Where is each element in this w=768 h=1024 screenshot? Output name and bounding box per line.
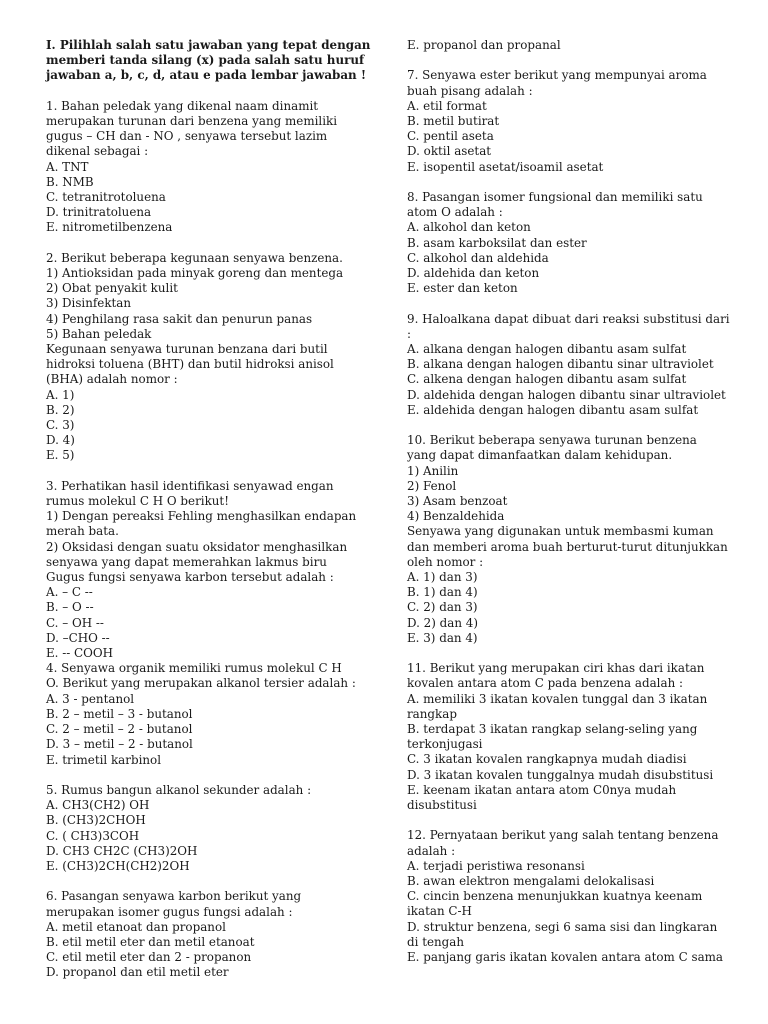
instruction-line: I. Pilihlah salah satu jawaban yang tepat dengan (46, 38, 371, 52)
question-line: gugus – CH dan - NO , senyawa tersebut lazim (46, 129, 328, 144)
question-line: 1) Anilin (407, 463, 459, 478)
question-line: B. alkana dengan halogen dibantu sinar ultraviolet (407, 357, 714, 372)
question-line: E. ester dan keton (407, 281, 518, 296)
question-line: B. 2) (46, 402, 75, 417)
question-line: 9. Haloalkana dapat dibuat dari reaksi substitusi dari (407, 311, 730, 326)
question-line: E. trimetil karbinol (46, 752, 161, 767)
question-line: B. awan elektron mengalami delokalisasi (407, 874, 655, 889)
question-line: Gugus fungsi senyawa karbon tersebut adalah : (46, 570, 334, 585)
question-line: ikatan C-H (407, 904, 472, 919)
question-line: E. propanol dan propanal (407, 38, 561, 52)
question-line: D. aldehida dengan halogen dibantu sinar ultraviolet (407, 387, 726, 402)
block-spacer (46, 464, 366, 479)
question-line: E. 5) (46, 448, 75, 463)
question-line: 2. Berikut beberapa kegunaan senyawa benzena. (46, 250, 343, 265)
question-line: 10. Berikut beberapa senyawa turunan benzena (407, 433, 697, 448)
question-line: 2) Oksidasi dengan suatu oksidator menghasilkan (46, 539, 348, 554)
question-line: A. CH3(CH2) OH (46, 798, 150, 813)
question-line: A. 1) dan 3) (407, 570, 478, 585)
question-line: B. metil butirat (407, 114, 500, 128)
question-line: (BHA) adalah nomor : (46, 372, 178, 387)
question-line: E. isopentil asetat/isoamil asetat (407, 159, 604, 174)
question-line: E. keenam ikatan antara atom C0nya mudah (407, 782, 677, 797)
question-block (407, 311, 730, 418)
question-line: D. CH3 CH2C (CH3)2OH (46, 843, 198, 858)
question-line: merah bata. (46, 524, 119, 539)
instruction-block (46, 38, 371, 84)
question-line: 5) Bahan peledak (46, 326, 152, 341)
block-spacer (407, 296, 725, 311)
question-line: D. aldehida dan keton (407, 266, 540, 281)
question-line: E. panjang garis ikatan kovalen antara atom C sama (407, 950, 724, 965)
question-line: E. nitrometilbenzena (46, 220, 173, 235)
question-line: C. tetranitrotoluena (46, 190, 166, 205)
question-line: B. terdapat 3 ikatan rangkap selang-seling yang (407, 722, 698, 737)
right-column (407, 38, 730, 965)
question-line: senyawa yang dapat memerahkan lakmus biru (46, 554, 327, 569)
question-block (46, 99, 366, 236)
question-line: B. 1) dan 4) (407, 585, 478, 600)
question-line: 2) Obat penyakit kulit (46, 281, 178, 296)
question-line: 4) Benzaldehida (407, 509, 505, 524)
question-line: C. – OH -- (46, 615, 104, 630)
question-line: : (407, 326, 412, 341)
question-line: Senyawa yang digunakan untuk membasmi kuman (407, 524, 714, 539)
question-line: rumus molekul C H O berikut! (46, 494, 229, 509)
question-block (46, 889, 366, 980)
question-line: B. (CH3)2CHOH (46, 813, 146, 828)
question-line: A. alkana dengan halogen dibantu asam sulfat (407, 342, 687, 357)
question-line: A. metil etanoat dan propanol (46, 919, 226, 934)
question-line: merupakan turunan dari benzena yang memiliki (46, 114, 338, 128)
block-spacer (46, 84, 366, 99)
question-line: C. etil metil eter dan 2 - propanon (46, 950, 252, 965)
question-line: C. alkohol dan aldehida (407, 250, 549, 265)
question-line: buah pisang adalah : (407, 83, 533, 98)
question-line: B. 2 – metil – 3 - butanol (46, 706, 193, 721)
question-line: dan memberi aroma buah berturut-turut ditunjukkan (407, 539, 728, 554)
question-line: A. 3 - pentanol (46, 691, 135, 706)
question-line: A. alkohol dan keton (407, 220, 531, 235)
question-block (46, 479, 366, 768)
question-line: C. pentil aseta (407, 129, 494, 144)
question-block (407, 828, 725, 965)
question-line: E. -- COOH (46, 646, 114, 661)
question-line: D. 3 ikatan kovalen tunggalnya mudah disubstitusi (407, 767, 714, 782)
question-block (407, 190, 725, 296)
question-line: merupakan isomer gugus fungsi adalah : (46, 904, 293, 919)
question-line: C. alkena dengan halogen dibantu asam sulfat (407, 372, 687, 387)
question-line: 2) Fenol (407, 478, 457, 493)
question-line: A. memiliki 3 ikatan kovalen tunggal dan 3 ikatan (407, 691, 708, 706)
question-line: 5. Rumus bangun alkanol sekunder adalah : (46, 782, 312, 797)
question-line: 3) Asam benzoat (407, 494, 508, 509)
question-line: 7. Senyawa ester berikut yang mempunyai aroma (407, 68, 707, 83)
question-line: C. ( CH3)3COH (46, 828, 140, 843)
question-line: C. 2) dan 3) (407, 600, 478, 615)
question-line: D. 4) (46, 433, 75, 448)
block-spacer (46, 874, 366, 889)
question-line: dikenal sebagai : (46, 144, 149, 159)
question-line: C. 2 – metil – 2 - butanol (46, 722, 193, 737)
block-spacer (46, 768, 366, 783)
block-spacer (407, 646, 725, 661)
question-line: 3. Perhatikan hasil identifikasi senyawad engan (46, 478, 334, 493)
question-line: B. NMB (46, 174, 94, 189)
block-spacer (407, 53, 725, 68)
question-line: C. 3) (46, 418, 75, 433)
block-spacer (407, 175, 725, 190)
question-line: C. cincin benzena menunjukkan kuatnya keenam (407, 889, 703, 904)
question-line: 4. Senyawa organik memiliki rumus molekul C H (46, 661, 342, 676)
question-line: 1) Antioksidan pada minyak goreng dan mentega (46, 266, 344, 281)
question-line: 1. Bahan peledak yang dikenal naam dinamit (46, 98, 319, 113)
question-block (407, 68, 725, 174)
instruction-line: jawaban a, b, c, d, atau e pada lembar jawaban ! (46, 68, 367, 83)
question-block (407, 38, 725, 53)
question-line: A. TNT (46, 159, 89, 174)
question-block (46, 783, 366, 874)
question-line: hidroksi toluena (BHT) dan butil hidroksi anisol (46, 357, 334, 372)
question-line: 8. Pasangan isomer fungsional dan memiliki satu (407, 190, 703, 204)
question-line: terkonjugasi (407, 737, 483, 752)
left-column (46, 38, 371, 981)
question-line: kovalen antara atom C pada benzena adalah : (407, 676, 684, 691)
block-spacer (46, 236, 366, 251)
block-spacer (407, 418, 725, 433)
question-line: E. 3) dan 4) (407, 630, 478, 645)
question-line: yang dapat dimanfaatkan dalam kehidupan. (407, 448, 673, 463)
question-line: C. 3 ikatan kovalen rangkapnya mudah diadisi (407, 752, 687, 767)
question-line: 12. Pernyataan berikut yang salah tentang benzena (407, 828, 719, 843)
question-line: D. oktil asetat (407, 144, 492, 159)
question-line: 3) Disinfektan (46, 296, 132, 311)
question-line: A. etil format (407, 98, 487, 113)
question-line: A. – C -- (46, 585, 93, 600)
question-line: D. –CHO -- (46, 630, 110, 645)
question-line: A. 1) (46, 387, 75, 402)
block-spacer (407, 813, 725, 828)
question-block (46, 251, 366, 464)
question-line: B. – O -- (46, 600, 94, 615)
question-line: di tengah (407, 934, 465, 949)
question-line: adalah : (407, 843, 456, 858)
question-line: 11. Berikut yang merupakan ciri khas dari ikatan (407, 661, 705, 676)
question-line: E. aldehida dengan halogen dibantu asam sulfat (407, 402, 699, 417)
question-line: atom O adalah : (407, 205, 503, 220)
question-line: 4) Penghilang rasa sakit dan penurun panas (46, 311, 313, 326)
question-line: B. etil metil eter dan metil etanoat (46, 934, 255, 949)
question-line: D. trinitratoluena (46, 205, 152, 220)
question-line: D. struktur benzena, segi 6 sama sisi dan lingkaran (407, 919, 718, 934)
question-line: O. Berikut yang merupakan alkanol tersier adalah : (46, 676, 356, 691)
question-line: B. asam karboksilat dan ester (407, 235, 587, 250)
question-line: A. terjadi peristiwa resonansi (407, 858, 585, 873)
instruction-line: memberi tanda silang (x) pada salah satu huruf (46, 53, 365, 68)
question-line: Kegunaan senyawa turunan benzana dari butil (46, 342, 328, 357)
question-line: 6. Pasangan senyawa karbon berikut yang (46, 889, 302, 904)
question-block (407, 433, 728, 646)
question-line: E. (CH3)2CH(CH2)2OH (46, 858, 190, 873)
question-line: disubstitusi (407, 798, 477, 813)
question-line: rangkap (407, 706, 457, 721)
question-line: D. 3 – metil – 2 - butanol (46, 737, 193, 752)
question-line: D. 2) dan 4) (407, 615, 478, 630)
question-line: 1) Dengan pereaksi Fehling menghasilkan endapan (46, 509, 357, 524)
question-line: oleh nomor : (407, 554, 484, 569)
question-line: D. propanol dan etil metil eter (46, 965, 229, 980)
question-block (407, 661, 725, 813)
